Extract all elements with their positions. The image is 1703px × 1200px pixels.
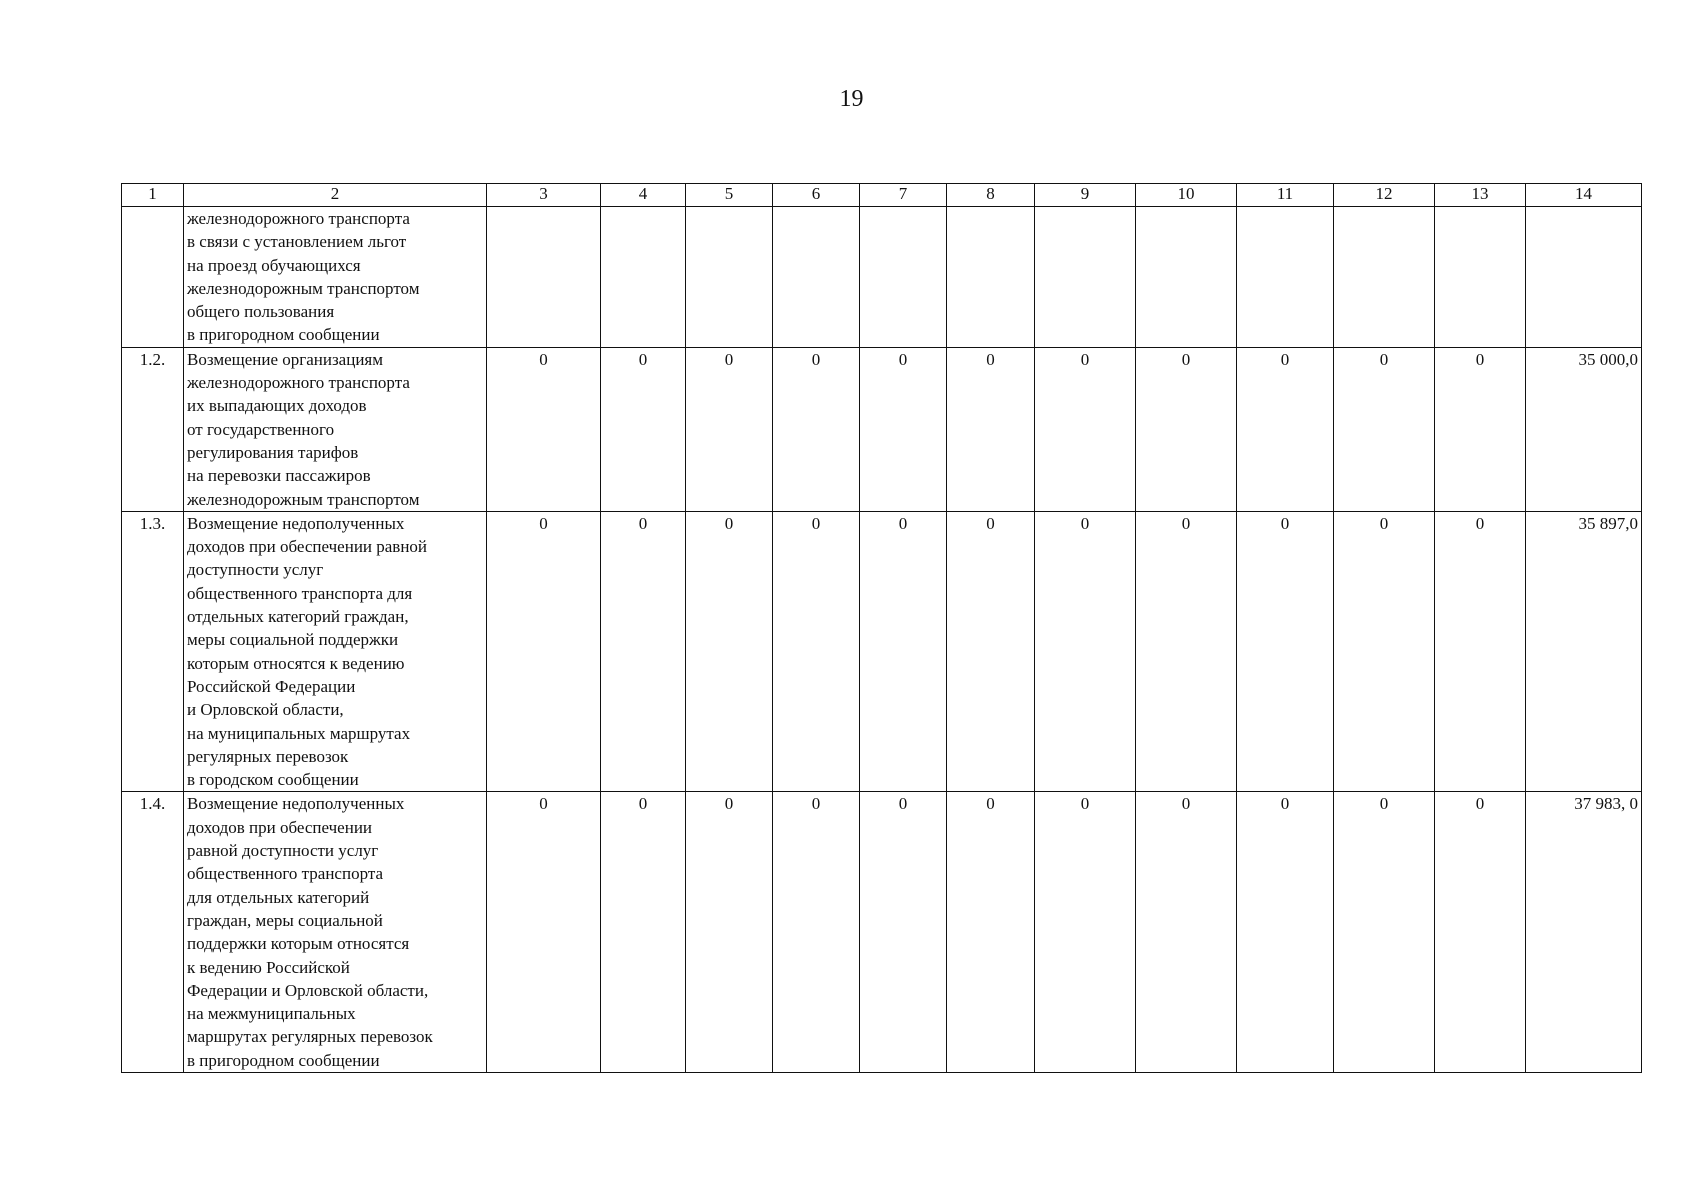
value-cell (1035, 207, 1136, 348)
value-cell: 0 (1435, 347, 1526, 511)
value-cell: 0 (1136, 511, 1237, 792)
value-cell: 0 (1435, 511, 1526, 792)
description-line: Российской Федерации (187, 676, 356, 696)
description-line: Возмещение недополученных (187, 513, 405, 533)
description-line: поддержки которым относятся (187, 934, 410, 954)
value-cell: 0 (947, 792, 1035, 1073)
value-cell: 0 (1035, 347, 1136, 511)
description-line: на проезд обучающихся (187, 255, 361, 275)
value-cell: 0 (601, 347, 686, 511)
description-line: маршрутах регулярных перевозок (187, 1027, 433, 1047)
description-line: на муниципальных маршрутах (187, 723, 411, 743)
column-number: 10 (1136, 184, 1237, 207)
table-row (122, 207, 1642, 348)
description-line: железнодорожным транспортом (187, 489, 420, 509)
row-index: 1.3. (122, 511, 184, 792)
value-cell (947, 207, 1035, 348)
description-line: на перевозки пассажиров (187, 466, 371, 486)
row-description (184, 792, 487, 1073)
value-cell: 0 (601, 511, 686, 792)
value-cell: 0 (487, 511, 601, 792)
column-number: 12 (1334, 184, 1435, 207)
description-line: регулирования тарифов (187, 442, 359, 462)
description-line: на межмуниципальных (187, 1004, 356, 1024)
column-number: 6 (773, 184, 860, 207)
value-cell: 0 (686, 792, 773, 1073)
value-cell (773, 207, 860, 348)
value-cell (1334, 207, 1435, 348)
value-cell: 0 (1035, 511, 1136, 792)
total-cell: 35 897,0 (1526, 511, 1642, 792)
description-line: общественного транспорта (187, 864, 384, 884)
total-cell: 37 983, 0 (1526, 792, 1642, 1073)
value-cell: 0 (860, 511, 947, 792)
column-number-row (122, 184, 1642, 207)
column-number: 1 (122, 184, 184, 207)
row-index (122, 207, 184, 348)
description-line: Возмещение недополученных (187, 794, 405, 814)
description-line: железнодорожным транспортом (187, 278, 420, 298)
value-cell: 0 (947, 511, 1035, 792)
value-cell: 0 (686, 511, 773, 792)
value-cell: 0 (601, 792, 686, 1073)
total-cell: 35 000,0 (1526, 347, 1642, 511)
column-number: 9 (1035, 184, 1136, 207)
row-index: 1.4. (122, 792, 184, 1073)
value-cell: 0 (860, 347, 947, 511)
value-cell: 0 (1035, 792, 1136, 1073)
value-cell: 0 (1435, 792, 1526, 1073)
budget-table (121, 183, 1642, 1073)
description-line: граждан, меры социальной (187, 910, 383, 930)
description-line: отдельных категорий граждан, (187, 607, 409, 627)
value-cell: 0 (487, 792, 601, 1073)
value-cell (601, 207, 686, 348)
column-number: 5 (686, 184, 773, 207)
description-line: от государственного (187, 419, 335, 439)
row-description (184, 207, 487, 348)
value-cell: 0 (1237, 792, 1334, 1073)
description-line: их выпадающих доходов (187, 396, 367, 416)
value-cell: 0 (1136, 792, 1237, 1073)
value-cell: 0 (487, 347, 601, 511)
description-line: регулярных перевозок (187, 746, 349, 766)
value-cell: 0 (947, 347, 1035, 511)
value-cell (487, 207, 601, 348)
description-line: общего пользования (187, 302, 335, 322)
value-cell: 0 (1334, 347, 1435, 511)
column-number: 13 (1435, 184, 1526, 207)
value-cell: 0 (1334, 792, 1435, 1073)
column-number: 7 (860, 184, 947, 207)
value-cell: 0 (773, 511, 860, 792)
description-line: железнодорожного транспорта (187, 209, 410, 228)
description-line: меры социальной поддержки (187, 630, 399, 650)
description-line: доходов при обеспечении (187, 817, 373, 837)
value-cell: 0 (773, 792, 860, 1073)
value-cell: 0 (1334, 511, 1435, 792)
description-line: общественного транспорта для (187, 583, 413, 603)
description-line: которым относятся к ведению (187, 653, 405, 673)
value-cell: 0 (860, 792, 947, 1073)
column-number: 2 (184, 184, 487, 207)
column-number: 11 (1237, 184, 1334, 207)
description-line: для отдельных категорий (187, 887, 370, 907)
value-cell (1136, 207, 1237, 348)
description-line: в пригородном сообщении (187, 1050, 380, 1070)
description-line: доходов при обеспечении равной (187, 537, 428, 557)
description-line: в связи с установлением льгот (187, 232, 407, 252)
table-row (122, 792, 1642, 1073)
value-cell: 0 (686, 347, 773, 511)
column-number: 14 (1526, 184, 1642, 207)
page-number: 19 (839, 86, 864, 112)
description-line: к ведению Российской (187, 957, 350, 977)
description-line: доступности услуг (187, 560, 324, 580)
table-row (122, 511, 1642, 792)
row-index: 1.2. (122, 347, 184, 511)
description-line: железнодорожного транспорта (187, 373, 410, 393)
value-cell: 0 (1136, 347, 1237, 511)
value-cell (860, 207, 947, 348)
column-number: 3 (487, 184, 601, 207)
value-cell: 0 (1237, 511, 1334, 792)
description-line: Федерации и Орловской области, (187, 980, 429, 1000)
value-cell: 0 (1237, 347, 1334, 511)
description-line: в городском сообщении (187, 770, 359, 790)
row-description (184, 511, 487, 792)
column-number: 8 (947, 184, 1035, 207)
value-cell: 0 (773, 347, 860, 511)
value-cell (686, 207, 773, 348)
description-line: равной доступности услуг (187, 841, 379, 861)
value-cell (1435, 207, 1526, 348)
description-line: в пригородном сообщении (187, 325, 380, 345)
table-row (122, 347, 1642, 511)
description-line: Возмещение организациям (187, 349, 383, 369)
value-cell (1237, 207, 1334, 348)
total-cell (1526, 207, 1642, 348)
description-line: и Орловской области, (187, 700, 344, 720)
column-number: 4 (601, 184, 686, 207)
row-description (184, 347, 487, 511)
